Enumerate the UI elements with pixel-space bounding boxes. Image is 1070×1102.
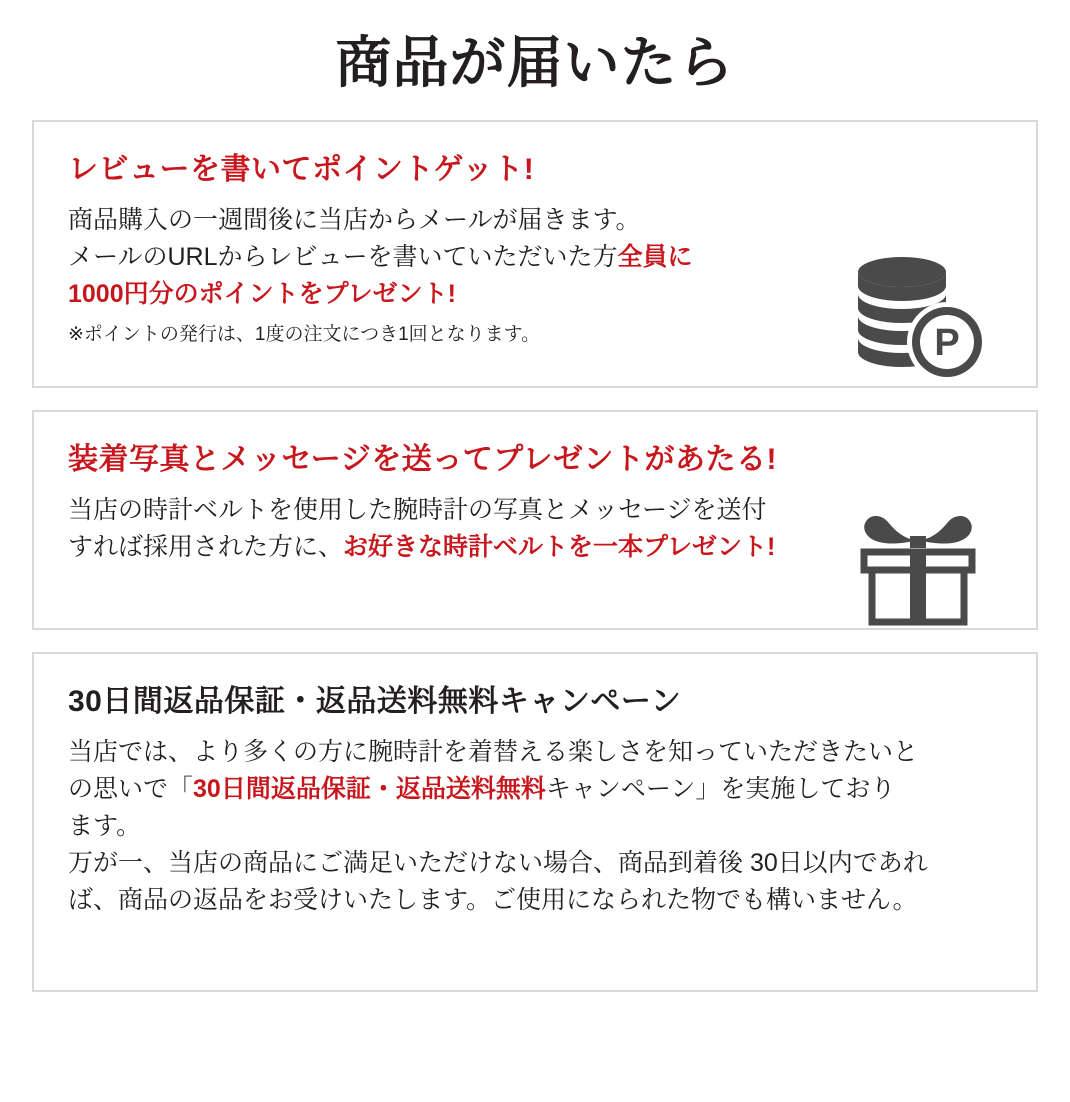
- review-points-line-2-highlight: 全員に: [617, 242, 693, 271]
- return-guarantee-line-2: [68, 771, 1002, 808]
- review-points-line-3-highlight: 1000円分のポイントをプレゼント!: [68, 279, 456, 308]
- return-guarantee-heading: 30日間返品保証・返品送料無料キャンペーン: [68, 684, 682, 718]
- photo-message-heading: 装着写真とメッセージを送ってプレゼントがあたる!: [68, 442, 777, 476]
- return-guarantee-card: [32, 652, 1038, 992]
- return-guarantee-line-2-highlight: 30日間返品保証・返品送料無料: [193, 774, 546, 803]
- gift-box-icon: [852, 510, 984, 630]
- page-title: 商品が届いたら: [335, 31, 735, 94]
- promo-page: [0, 32, 1070, 1102]
- return-guarantee-line-2-plain: の思いで「: [68, 774, 194, 803]
- svg-text:P: P: [934, 321, 960, 364]
- photo-message-line-1: 当店の時計ベルトを使用した腕時計の写真とメッセージを送付: [68, 495, 767, 524]
- coins-with-p-icon: [840, 250, 990, 388]
- review-points-line-2: [68, 239, 858, 276]
- return-guarantee-line-3: ます。: [68, 811, 142, 840]
- return-guarantee-line-5: ば、商品の返品をお受けいたします。ご使用になられた物でも構いません。: [68, 885, 918, 914]
- return-guarantee-body: [68, 734, 1002, 919]
- photo-message-present-card: [32, 410, 1038, 630]
- review-points-note: ※ポイントの発行は、1度の注文につき1回となります。: [68, 323, 541, 345]
- review-points-line-2-plain: メールのURLからレビューを書いていただいた方: [68, 242, 618, 271]
- review-points-heading: レビューを書いてポイントゲット!: [68, 152, 535, 186]
- review-points-card: [32, 120, 1038, 388]
- return-guarantee-line-1: 当店では、より多くの方に腕時計を着替える楽しさを知っていただきたいと: [68, 737, 919, 766]
- photo-message-line-2-plain: すれば採用された方に、: [68, 532, 344, 561]
- return-guarantee-line-2-plain-end: キャンペーン」を実施しており: [545, 774, 896, 803]
- review-points-body: [68, 202, 858, 313]
- review-points-line-1: 商品購入の一週間後に当店からメールが届きます。: [68, 205, 641, 234]
- return-guarantee-line-4: 万が一、当店の商品にご満足いただけない場合、商品到着後 30日以内であれ: [68, 848, 928, 877]
- photo-message-line-2-highlight: お好きな時計ベルトを一本プレゼント!: [343, 532, 776, 561]
